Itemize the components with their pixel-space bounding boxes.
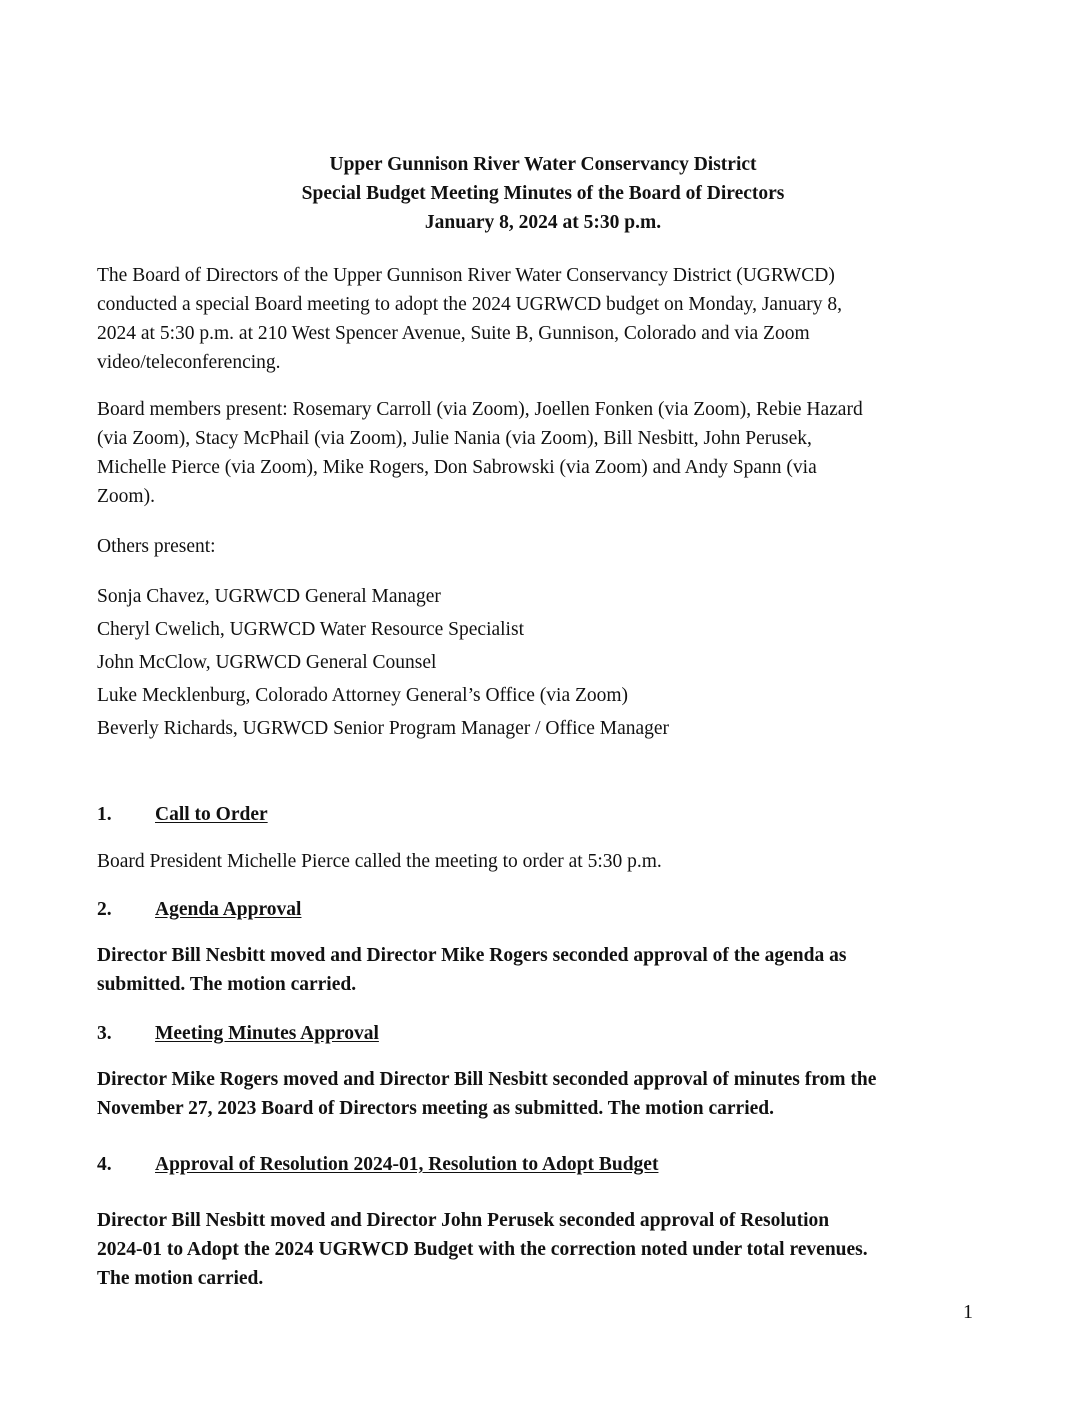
section-title: Approval of Resolution 2024-01, Resolution to Adopt Budget (155, 1154, 659, 1175)
section-heading-agenda-approval (97, 895, 301, 924)
attendee-item: Beverly Richards, UGRWCD Senior Program Manager / Office Manager (97, 718, 670, 739)
section-body-line: submitted. The motion carried. (97, 974, 357, 995)
section-body-agenda-approval (97, 941, 1002, 999)
section-body-line: Director Bill Nesbitt moved and Director John Perusek seconded approval of Resolution (97, 1210, 830, 1231)
board-members-line: Michelle Pierce (via Zoom), Mike Rogers, Don Sabrowski (via Zoom) and Andy Spann (via (97, 457, 817, 478)
section-number: 4. (97, 1154, 112, 1175)
attendee-item: John McClow, UGRWCD General Counsel (97, 652, 437, 673)
page-number: 1 (963, 1301, 973, 1323)
section-body-resolution-approval (97, 1206, 1002, 1293)
meeting-date: January 8, 2024 at 5:30 p.m. (424, 212, 662, 233)
section-title: Call to Order (155, 804, 268, 825)
section-body-minutes-approval (97, 1065, 1002, 1123)
board-members-line: (via Zoom), Stacy McPhail (via Zoom), Julie Nania (via Zoom), Bill Nesbitt, John Perusek, (97, 428, 812, 449)
document-header (0, 150, 1086, 237)
attendee-item: Sonja Chavez, UGRWCD General Manager (97, 586, 441, 607)
section-body-call-to-order (97, 847, 1002, 876)
meeting-title: Special Budget Meeting Minutes of the Board of Directors (301, 183, 785, 204)
section-body-line: Director Mike Rogers moved and Director Bill Nesbitt seconded approval of minutes from the (97, 1069, 877, 1090)
intro-paragraph (97, 261, 1002, 377)
section-title: Meeting Minutes Approval (155, 1023, 379, 1044)
others-present-label (97, 532, 1002, 561)
intro-line: 2024 at 5:30 p.m. at 210 West Spencer Avenue, Suite B, Gunnison, Colorado and via Zoom (97, 323, 810, 344)
others-present-list (97, 580, 1002, 745)
section-body-line: November 27, 2023 Board of Directors meeting as submitted. The motion carried. (97, 1098, 774, 1119)
others-present-label-text: Others present: (97, 536, 216, 557)
section-body-line: Director Bill Nesbitt moved and Director Mike Rogers seconded approval of the agenda as (97, 945, 847, 966)
section-number: 3. (97, 1023, 112, 1044)
board-members-paragraph (97, 395, 1002, 511)
section-body-line: 2024-01 to Adopt the 2024 UGRWCD Budget with the correction noted under total revenues. (97, 1239, 868, 1260)
section-body-line: Board President Michelle Pierce called the meeting to order at 5:30 p.m. (97, 851, 662, 872)
section-body-line: The motion carried. (97, 1268, 264, 1289)
section-heading-resolution-approval (97, 1150, 658, 1179)
board-members-line: Board members present: Rosemary Carroll (via Zoom), Joellen Fonken (via Zoom), Rebie Hazard (97, 399, 863, 420)
section-heading-call-to-order (97, 800, 268, 829)
intro-line: video/teleconferencing. (97, 352, 281, 373)
section-number: 1. (97, 804, 112, 825)
attendee-item: Luke Mecklenburg, Colorado Attorney General’s Office (via Zoom) (97, 685, 629, 706)
section-number: 2. (97, 899, 112, 920)
section-heading-minutes-approval (97, 1019, 379, 1048)
district-name: Upper Gunnison River Water Conservancy District (329, 154, 757, 175)
section-title: Agenda Approval (155, 899, 302, 920)
board-members-line: Zoom). (97, 486, 155, 507)
attendee-item: Cheryl Cwelich, UGRWCD Water Resource Specialist (97, 619, 524, 640)
intro-line: The Board of Directors of the Upper Gunnison River Water Conservancy District (UGRWCD) (97, 265, 835, 286)
intro-line: conducted a special Board meeting to adopt the 2024 UGRWCD budget on Monday, January 8, (97, 294, 842, 315)
